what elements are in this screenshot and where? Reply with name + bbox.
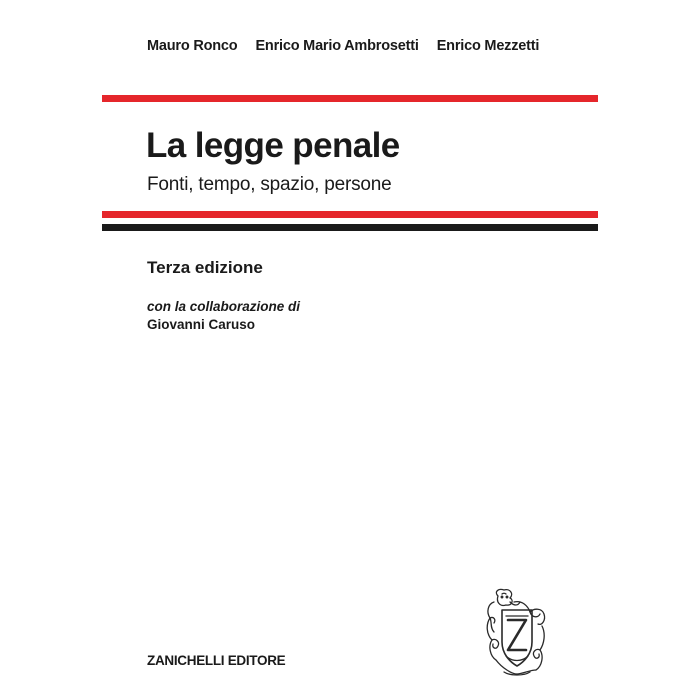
zanichelli-seal-icon (484, 588, 550, 678)
black-rule-middle (102, 224, 598, 231)
red-rule-middle (102, 211, 598, 218)
book-title: La legge penale (146, 126, 400, 165)
book-subtitle: Fonti, tempo, spazio, persone (147, 174, 392, 195)
zanichelli-seal-icon (484, 588, 550, 678)
author-name: Enrico Mezzetti (436, 38, 540, 54)
authors-line (147, 38, 539, 54)
red-rule-top (102, 95, 598, 102)
publisher-name: ZANICHELLI EDITORE (147, 653, 286, 668)
collaborator-name: Giovanni Caruso (147, 317, 256, 332)
edition-label: Terza edizione (147, 258, 263, 277)
author-name: Enrico Mario Ambrosetti (255, 38, 419, 54)
collaboration-intro: con la collaborazione di (147, 299, 301, 314)
author-name: Mauro Ronco (147, 38, 238, 54)
